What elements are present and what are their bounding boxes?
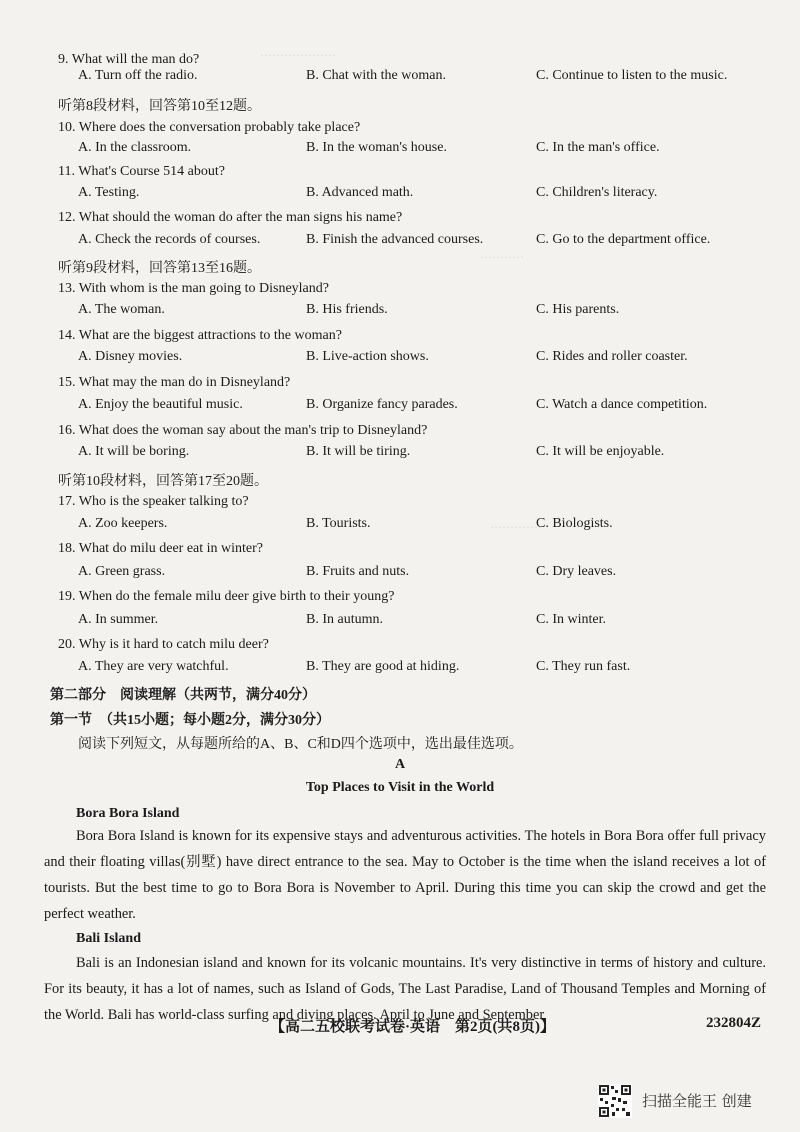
- bali-heading: Bali Island: [76, 931, 141, 946]
- question-19: 19. When do the female milu deer give birth to their young?: [58, 589, 395, 604]
- option-a: A. Zoo keepers.: [78, 516, 168, 531]
- audio-section-9-heading: 听第9段材料，回答第13至16题。: [58, 261, 261, 276]
- options-12: [0, 232, 800, 252]
- options-9: [0, 68, 800, 88]
- audio-section-8-heading: 听第8段材料，回答第10至12题。: [58, 99, 261, 114]
- bleed-through: ···················: [260, 48, 336, 62]
- part-two-title: 第二部分 阅读理解（共两节，满分40分）: [50, 688, 316, 703]
- bora-bora-paragraph: Bora Bora Island is known for its expensive stays and adventurous activities. The hotels in Bora Bora offer full privacy and their floating villas(别墅) have direct entrance to the sea. May to October is the time when the island receives a lot of tourists. But the best time to go to Bora Bora is November to April. During this time you can skip the crowd and get the perfect weather.: [44, 828, 766, 922]
- option-c: C. Continue to listen to the music.: [536, 68, 728, 83]
- option-c: C. Rides and roller coaster.: [536, 349, 688, 364]
- option-a: A. Turn off the radio.: [78, 68, 198, 83]
- option-c: C. It will be enjoyable.: [536, 444, 665, 459]
- question-13: 13. With whom is the man going to Disneyland?: [58, 281, 329, 296]
- option-b: B. Fruits and nuts.: [306, 564, 410, 579]
- option-c: C. His parents.: [536, 302, 620, 317]
- footer-code: 232804Z: [706, 1015, 762, 1031]
- option-b: B. His friends.: [306, 302, 388, 317]
- option-a: A. In the classroom.: [78, 140, 192, 155]
- question-12: 12. What should the woman do after the man signs his name?: [58, 210, 403, 225]
- scanner-brand-text: 扫描全能王 创建: [642, 1092, 752, 1110]
- bali-paragraph: Bali is an Indonesian island and known for its volcanic mountains. It's very distinctive in terms of history and culture. For its beauty, it has a lot of names, such as Island of Gods, The Last Paradise, Land of Thousand Temples and Morning of the World. Bali has world-class surfing and diving places. April to June and September: [44, 955, 766, 1023]
- section-one-title: 第一节 （共15小题；每小题2分，满分30分）: [50, 713, 330, 728]
- option-a: A. In summer.: [78, 612, 159, 627]
- option-b: B. Organize fancy parades.: [306, 397, 458, 412]
- question-17: 17. Who is the speaker talking to?: [58, 494, 249, 509]
- option-b: B. Advanced math.: [306, 185, 414, 200]
- question-11: 11. What's Course 514 about?: [58, 164, 225, 179]
- question-14: 14. What are the biggest attractions to the woman?: [58, 328, 342, 343]
- option-c: C. Children's literacy.: [536, 185, 658, 200]
- option-b: B. Chat with the woman.: [306, 68, 446, 83]
- option-a: A. It will be boring.: [78, 444, 190, 459]
- option-a: A. Disney movies.: [78, 349, 183, 364]
- options-17: [0, 516, 800, 536]
- passage-title: Top Places to Visit in the World: [305, 780, 495, 795]
- option-a: A. Enjoy the beautiful music.: [78, 397, 243, 412]
- question-16: 16. What does the woman say about the man's trip to Disneyland?: [58, 423, 428, 438]
- option-b: B. In autumn.: [306, 612, 383, 627]
- option-c: C. Watch a dance competition.: [536, 397, 708, 412]
- option-a: A. Green grass.: [78, 564, 166, 579]
- question-15: 15. What may the man do in Disneyland?: [58, 375, 291, 390]
- options-18: [0, 564, 800, 584]
- footer-title: 【高二五校联考试卷·英语 第2页(共8页)】: [270, 1019, 555, 1035]
- options-15: [0, 397, 800, 417]
- options-14: [0, 349, 800, 369]
- option-c: C. They run fast.: [536, 659, 631, 674]
- reading-instruction: 阅读下列短文，从每题所给的A、B、C和D四个选项中，选出最佳选项。: [78, 737, 523, 752]
- option-b: B. Finish the advanced courses.: [306, 232, 484, 247]
- options-13: [0, 302, 800, 322]
- option-a: A. The woman.: [78, 302, 165, 317]
- question-20: 20. Why is it hard to catch milu deer?: [58, 637, 269, 652]
- options-10: [0, 140, 800, 160]
- audio-section-10-heading: 听第10段材料，回答第17至20题。: [58, 474, 268, 489]
- option-a: A. Check the records of courses.: [78, 232, 261, 247]
- option-c: C. In winter.: [536, 612, 606, 627]
- option-c: C. Go to the department office.: [536, 232, 711, 247]
- options-11: [0, 185, 800, 205]
- question-10: 10. Where does the conversation probably take place?: [58, 120, 361, 135]
- bleed-through: ···········: [480, 250, 524, 264]
- option-b: B. In the woman's house.: [306, 140, 447, 155]
- bleed-through: ·············: [490, 520, 542, 534]
- option-b: B. Tourists.: [306, 516, 371, 531]
- qr-code-icon: [598, 1084, 632, 1118]
- option-c: C. In the man's office.: [536, 140, 660, 155]
- question-9: 9. What will the man do?: [58, 52, 200, 67]
- question-18: 18. What do milu deer eat in winter?: [58, 541, 264, 556]
- options-20: [0, 659, 800, 679]
- option-a: A. They are very watchful.: [78, 659, 229, 674]
- passage-letter: A: [394, 757, 406, 772]
- option-b: B. It will be tiring.: [306, 444, 411, 459]
- option-c: C. Biologists.: [536, 516, 613, 531]
- options-16: [0, 444, 800, 464]
- option-b: B. They are good at hiding.: [306, 659, 460, 674]
- options-19: [0, 612, 800, 632]
- option-a: A. Testing.: [78, 185, 140, 200]
- option-c: C. Dry leaves.: [536, 564, 617, 579]
- bora-bora-heading: Bora Bora Island: [76, 806, 180, 821]
- option-b: B. Live-action shows.: [306, 349, 429, 364]
